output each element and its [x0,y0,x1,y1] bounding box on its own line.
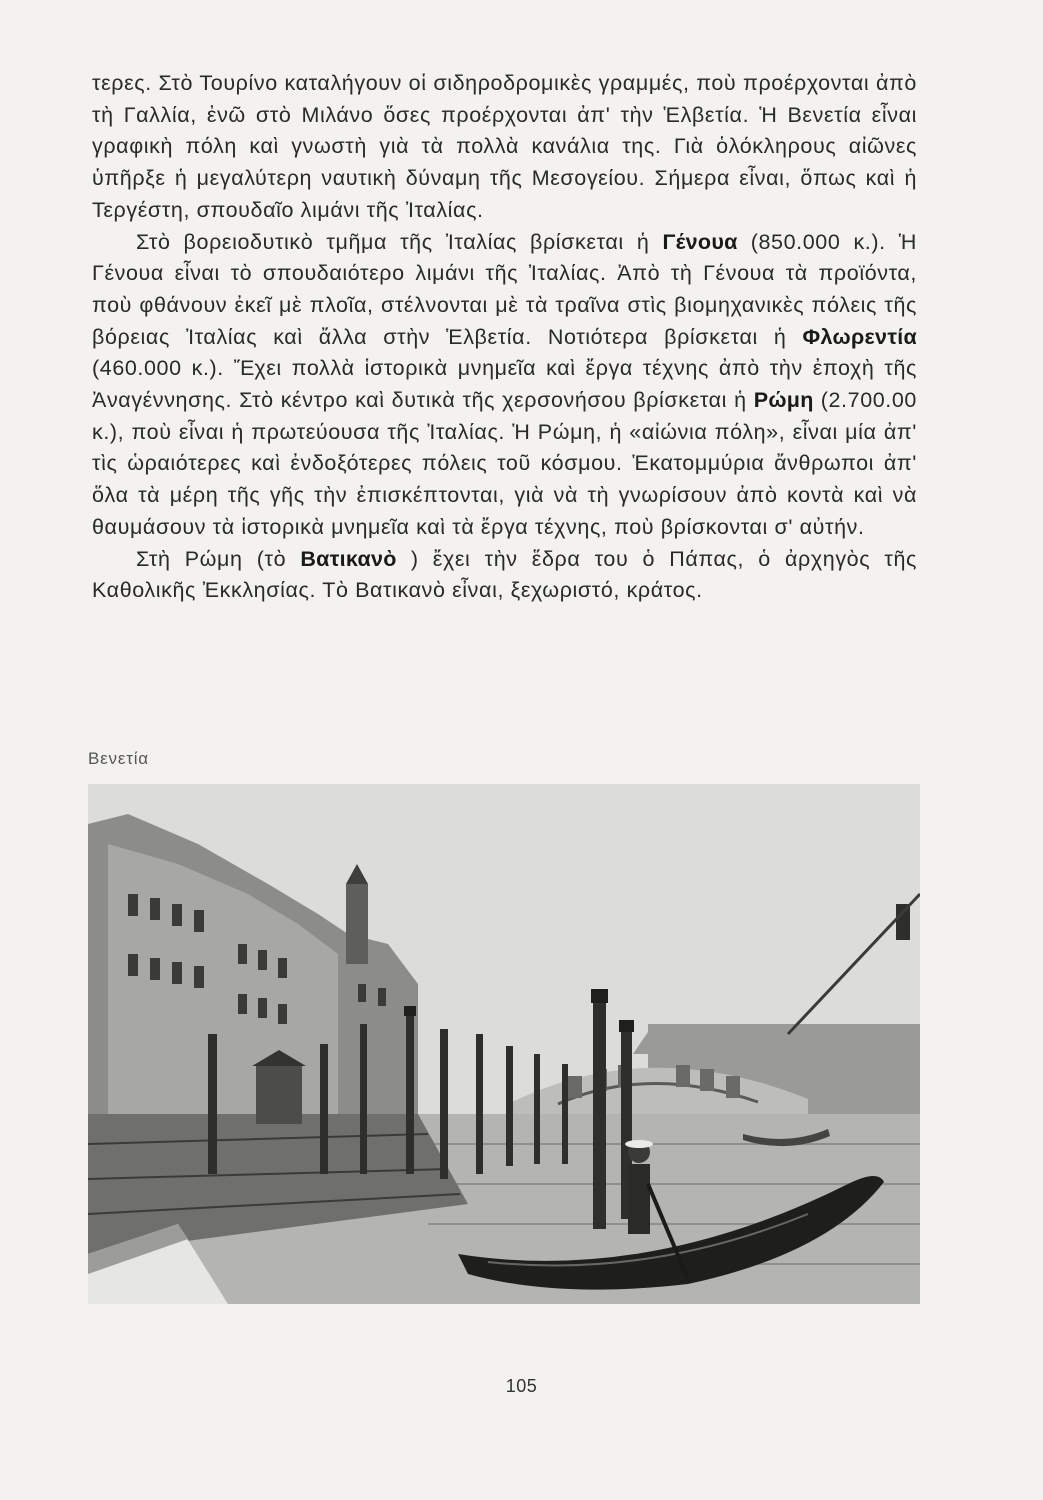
paragraph-vatican: Στὴ Ρώμη (τὸ Βατικανὸ ) ἔχει τὴν ἕδρα του ὁ Πάπας, ὁ ἀρχηγὸς τῆς Καθολικῆς Ἐκκλησίας. Τὸ Βατικανὸ εἶναι, ξεχωριστό, κράτος. [92,546,917,603]
venice-photo [88,784,920,1304]
term-vatican: Βατικανὸ [300,546,397,571]
paragraph-venice: τερες. Στὸ Τουρίνο καταλήγουν οἱ σιδηροδρομικὲς γραμμές, ποὺ προέρχονται ἀπὸ τὴ Γαλλία, ἐνῶ στὸ Μιλάνο ὅσες προέρχονται ἀπ' τὴν Ἑλβετία. Ἡ Βενετία εἶναι γραφικὴ πόλη καὶ γνωστὴ γιὰ τὰ πολλὰ κανάλια της. Γιὰ ὁλόκληρους αἰῶνες ὑπῆρξε ἡ μεγαλύτερη ναυτικὴ δύναμη τῆς Μεσογείου. Σήμερα εἶναι, ὅπως καὶ ἡ Τεργέστη, σπουδαῖο λιμάνι τῆς Ἰταλίας. [92,71,917,222]
term-florence: Φλωρεντία [802,324,917,349]
term-rome: Ρώμη [753,388,814,413]
paragraph-cities: Στὸ βορειοδυτικὸ τμῆμα τῆς Ἰταλίας βρίσκεται ἡ Γένουα (850.000 κ.). Ἡ Γένουα εἶναι τὸ σπουδαιότερο λιμάνι τῆς Ἰταλίας. Ἀπὸ τὴ Γένουα τὰ προϊόντα, ποὺ φθάνουν ἐκεῖ μὲ πλοῖα, στέλνονται μὲ τὰ τραῖνα στὶς βιομηχανικὲς πόλεις τῆς βόρειας Ἰταλίας καὶ ἄλλα στὴν Ἑλβετία. Νοτιότερα βρίσκεται ἡ Φλωρεντία (460.000 κ.). Ἔχει πολλὰ ἱστορικὰ μνημεῖα καὶ ἔργα τέχνης ἀπὸ τὴν ἐποχὴ τῆς Ἀναγέννησης. Στὸ κέντρο καὶ δυτικὰ τῆς χερσονήσου βρίσκεται ἡ Ρώμη (2.700.00 κ.), ποὺ εἶναι ἡ πρωτεύουσα τῆς Ἰταλίας. Ἡ Ρώμη, ἡ «αἰώνια πόλη», εἶναι μία ἀπ' τὶς ὡραιότερες καὶ ἐνδοξότερες πόλεις τοῦ κόσμου. Ἑκατομμύρια ἄνθρωποι ἀπ' ὅλα τὰ μέρη τῆς γῆς τὴν ἐπισκέπτονται, γιὰ νὰ τὴ γνωρίσουν ἀπὸ κοντὰ καὶ νὰ θαυμάσουν τὰ ἱστορικὰ μνημεῖα καὶ τὰ ἔργα τέχνης, ποὺ βρίσκονται σ' αὐτήν. [92,229,917,539]
photo-caption: Βενετία [88,749,149,768]
body-text [92,68,917,607]
page-number: 105 [505,1376,538,1396]
term-genoa: Γένουα [662,229,738,254]
